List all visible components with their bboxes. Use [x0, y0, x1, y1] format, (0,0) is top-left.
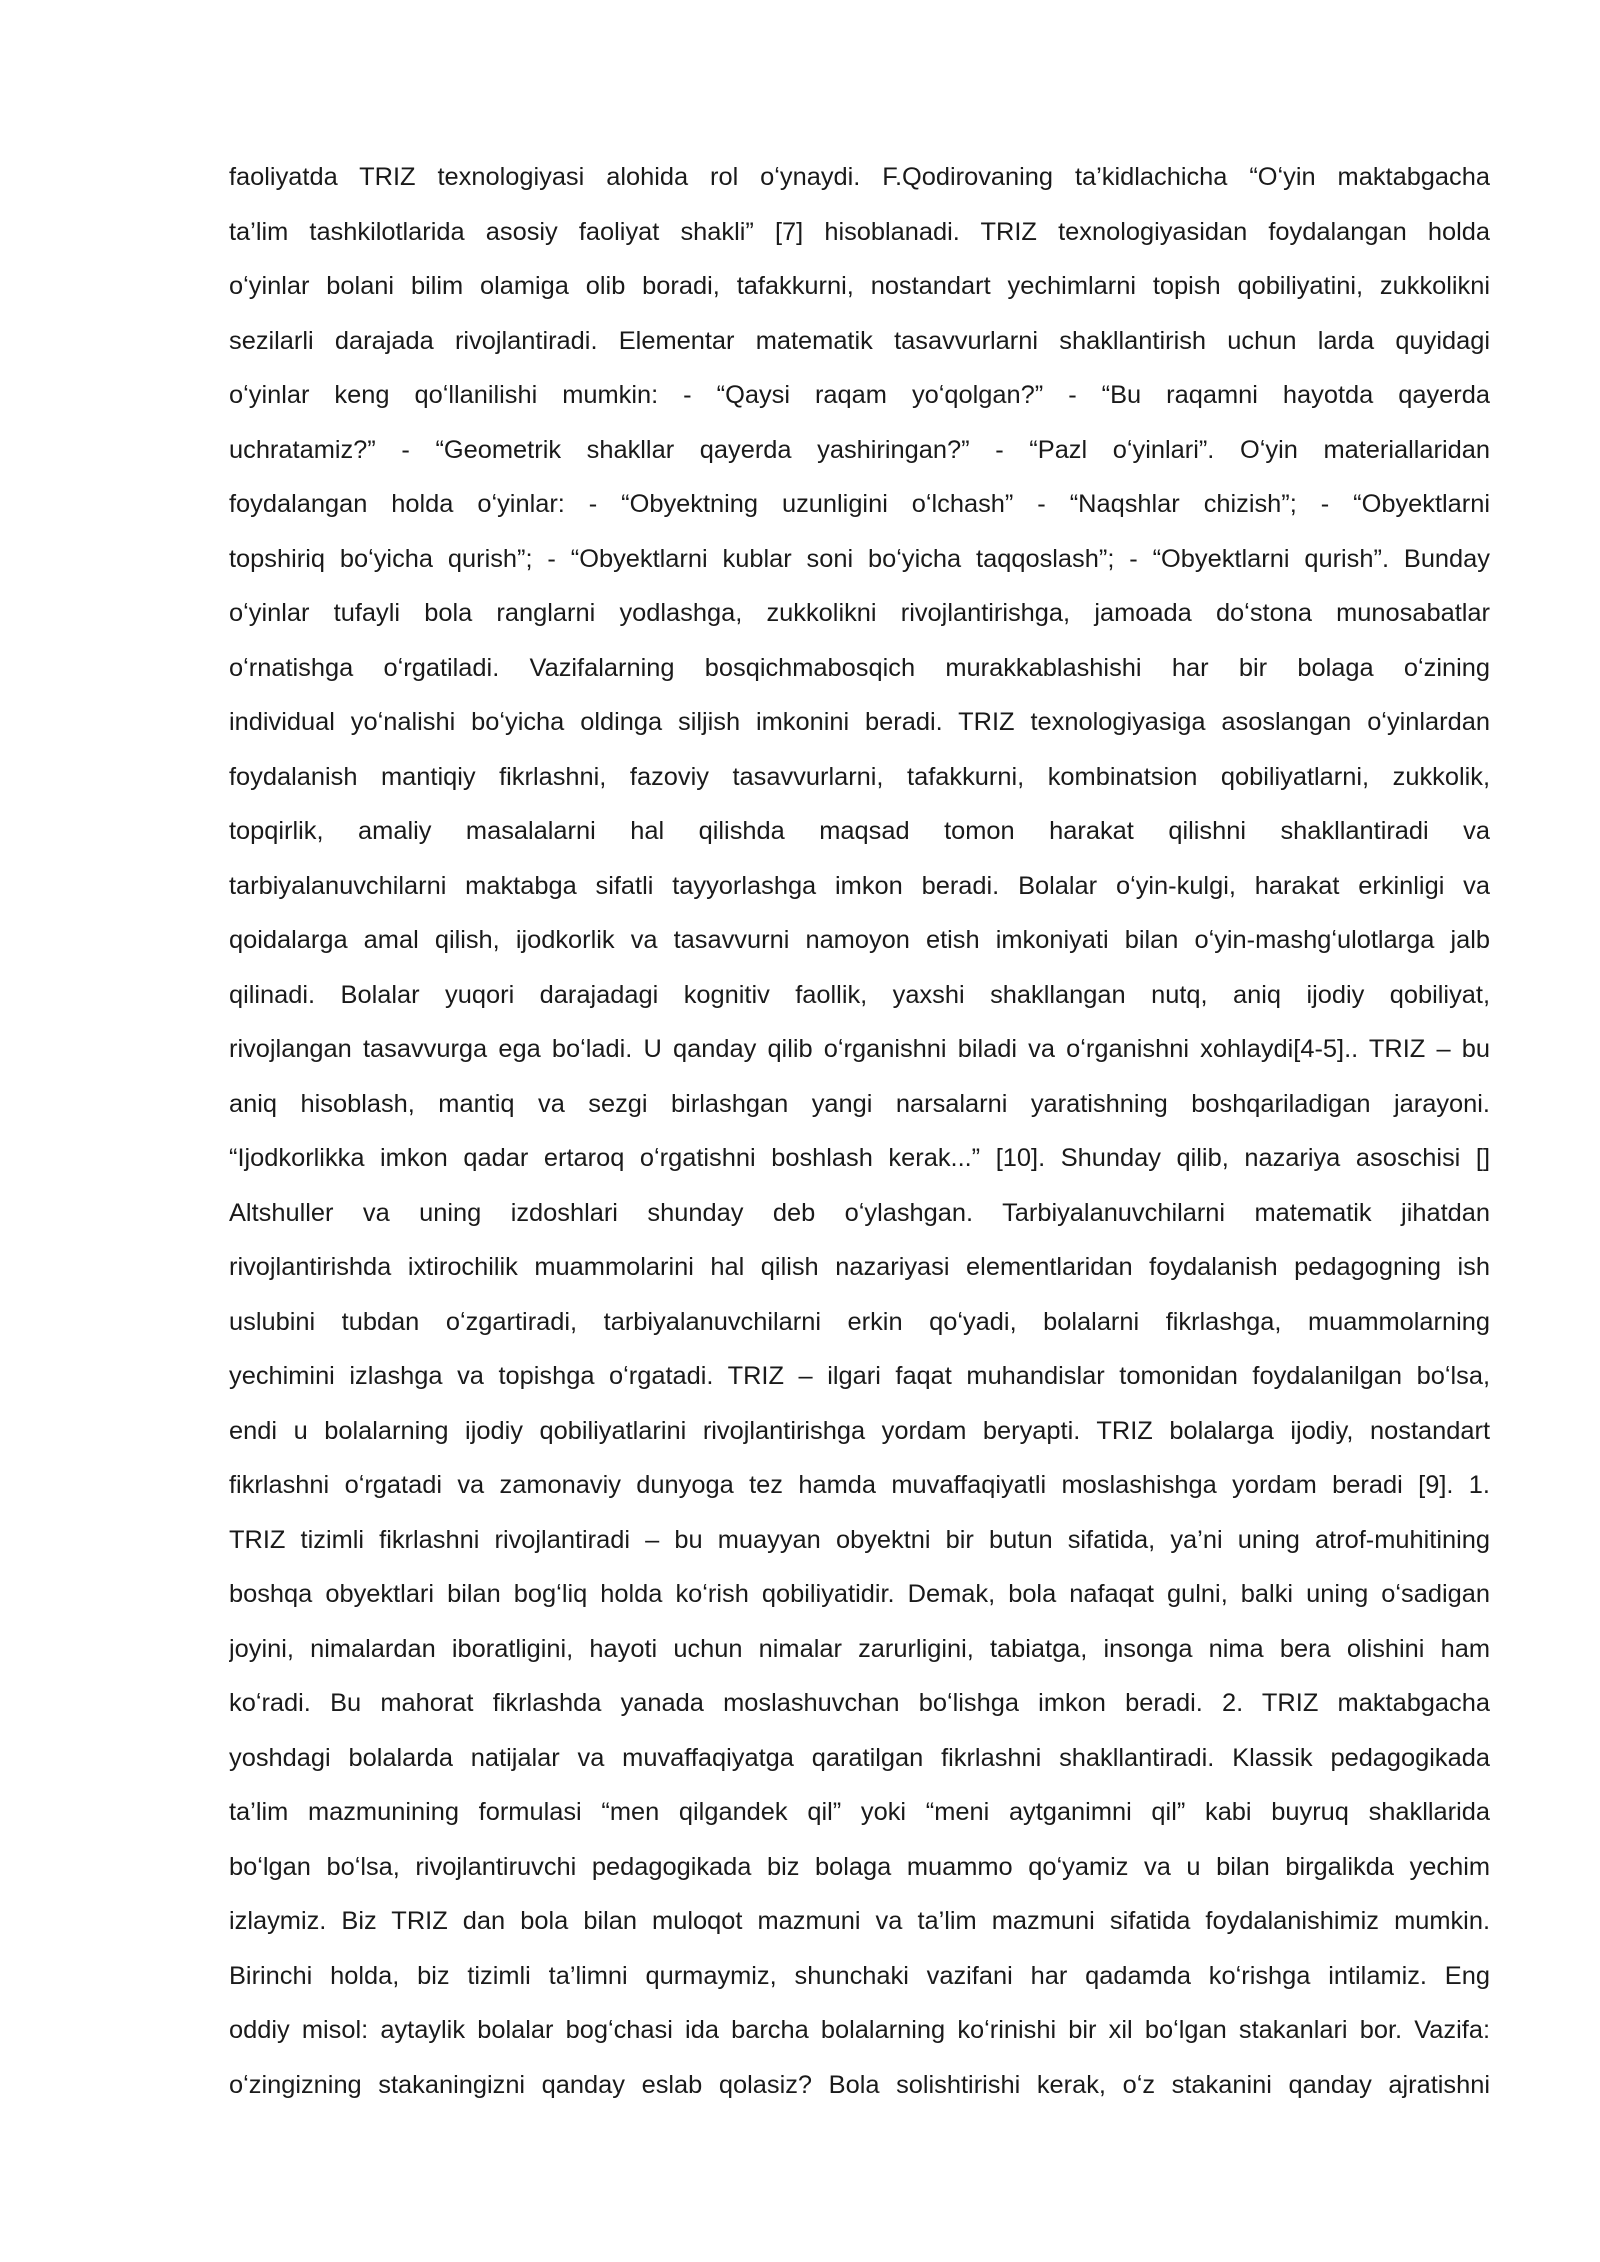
text-line: ta’lim mazmunining formulasi “men qilgandek qil” yoki “meni aytganimni qil” kabi buyruq shakllarida	[229, 1798, 1490, 1826]
text-line: uslubini tubdan oʻzgartiradi, tarbiyalanuvchilarni erkin qoʻyadi, bolalarni fikrlashga, muammolarning	[229, 1307, 1490, 1336]
text-line: TRIZ tizimli fikrlashni rivojlantiradi – bu muayyan obyektni bir butun sifatida, ya’ni uning atrof-muhitining	[229, 1525, 1490, 1554]
text-line: ta’lim tashkilotlarida asosiy faoliyat shakli” [7] hisoblanadi. TRIZ texnologiyasidan foydalangan holda	[229, 217, 1490, 246]
text-line: izlaymiz. Biz TRIZ dan bola bilan muloqot mazmuni va ta’lim mazmuni sifatida foydalanishimiz mumkin.	[229, 1907, 1490, 1935]
text-line: boshqa obyektlari bilan bogʻliq holda koʻrish qobiliyatidir. Demak, bola nafaqat gulni, balki uning oʻsadigan	[229, 1580, 1490, 1608]
text-line: oʻyinlar keng qoʻllanilishi mumkin: - “Qaysi raqam yoʻqolgan?” - “Bu raqamni hayotda qayerda	[229, 381, 1490, 409]
text-line: qilinadi. Bolalar yuqori darajadagi kognitiv faollik, yaxshi shakllangan nutq, aniq ijodiy qobiliyat,	[229, 980, 1490, 1009]
text-line: rivojlangan tasavvurga ega boʻladi. U qanday qilib oʻrganishni biladi va oʻrganishni xohlaydi[4-5].. TRIZ – bu	[229, 1035, 1490, 1063]
text-line: yoshdagi bolalarda natijalar va muvaffaqiyatga qaratilgan fikrlashni shakllantiradi. Klassik pedagogikada	[229, 1743, 1490, 1772]
text-line: rivojlantirishda ixtirochilik muammolarini hal qilish nazariyasi elementlaridan foydalanish pedagogning ish	[229, 1253, 1490, 1281]
text-line: fikrlashni oʻrgatadi va zamonaviy dunyoga tez hamda muvaffaqiyatli moslashishga yordam beradi [9]. 1.	[229, 1471, 1490, 1499]
text-line: topqirlik, amaliy masalalarni hal qilishda maqsad tomon harakat qilishni shakllantiradi va	[229, 817, 1490, 845]
text-line: oʻyinlar tufayli bola ranglarni yodlashga, zukkolikni rivojlantirishga, jamoada doʻstona munosabatlar	[229, 599, 1490, 627]
text-line: “Ijodkorlikka imkon qadar ertaroq oʻrgatishni boshlash kerak...” [10]. Shunday qilib, nazariya asoschisi []	[229, 1144, 1490, 1172]
text-line: oddiy misol: aytaylik bolalar bogʻchasi ida barcha bolalarning koʻrinishi bir xil boʻlgan stakanlari bor. Vazifa:	[229, 2016, 1490, 2044]
text-line: foydalanish mantiqiy fikrlashni, fazoviy tasavvurlarni, tafakkurni, kombinatsion qobiliyatlarni, zukkolik,	[229, 762, 1490, 791]
text-line: oʻyinlar bolani bilim olamiga olib boradi, tafakkurni, nostandart yechimlarni topish qobiliyatini, zukkolikni	[229, 272, 1490, 300]
text-line: oʻrnatishga oʻrgatiladi. Vazifalarning bosqichmabosqich murakkablashishi har bir bolaga oʻzining	[229, 653, 1490, 682]
text-line: topshiriq boʻyicha qurish”; - “Obyektlarni kublar soni boʻyicha taqqoslash”; - “Obyektlarni qurish”. Bunday	[229, 544, 1490, 573]
text-line: joyini, nimalardan iboratligini, hayoti uchun nimalar zarurligini, tabiatga, insonga nima bera olishini ham	[229, 1634, 1490, 1663]
text-line: aniq hisoblash, mantiq va sezgi birlashgan yangi narsalarni yaratishning boshqariladigan jarayoni.	[229, 1089, 1490, 1118]
text-line: tarbiyalanuvchilarni maktabga sifatli tayyorlashga imkon beradi. Bolalar oʻyin-kulgi, harakat erkinligi va	[229, 871, 1490, 900]
text-line: foydalangan holda oʻyinlar: - “Obyektning uzunligini oʻlchash” - “Naqshlar chizish”; - “Obyektlarni	[229, 490, 1490, 518]
text-line: oʻzingizning stakaningizni qanday eslab qolasiz? Bola solishtirishi kerak, oʻz stakanini qanday ajratishni	[229, 2070, 1490, 2099]
text-line: faoliyatda TRIZ texnologiyasi alohida rol oʻynaydi. F.Qodirovaning ta’kidlachicha “Oʻyin maktabgacha	[229, 163, 1490, 191]
text-line: qoidalarga amal qilish, ijodkorlik va tasavvurni namoyon etish imkoniyati bilan oʻyin-mashgʻulotlarga jalb	[229, 926, 1490, 954]
text-line: boʻlgan boʻlsa, rivojlantiruvchi pedagogikada biz bolaga muammo qoʻyamiz va u bilan birgalikda yechim	[229, 1852, 1490, 1881]
text-line: yechimini izlashga va topishga oʻrgatadi. TRIZ – ilgari faqat muhandislar tomonidan foydalanilgan boʻlsa,	[229, 1362, 1490, 1390]
text-line: endi u bolalarning ijodiy qobiliyatlarini rivojlantirishga yordam beryapti. TRIZ bolalarga ijodiy, nostandart	[229, 1416, 1490, 1445]
text-line: koʻradi. Bu mahorat fikrlashda yanada moslashuvchan boʻlishga imkon beradi. 2. TRIZ maktabgacha	[229, 1689, 1490, 1717]
text-line: Birinchi holda, biz tizimli ta’limni qurmaymiz, shunchaki vazifani har qadamda koʻrishga intilamiz. Eng	[229, 1961, 1490, 1990]
text-line: Altshuller va uning izdoshlari shunday deb oʻylashgan. Tarbiyalanuvchilarni matematik jihatdan	[229, 1198, 1490, 1227]
body-text	[229, 150, 1490, 2112]
text-line: sezilarli darajada rivojlantiradi. Elementar matematik tasavvurlarni shakllantirish uchun larda quyidagi	[229, 326, 1490, 355]
text-line: individual yoʻnalishi boʻyicha oldinga siljish imkonini beradi. TRIZ texnologiyasiga asoslangan oʻyinlardan	[229, 708, 1490, 736]
text-line: uchratamiz?” - “Geometrik shakllar qayerda yashiringan?” - “Pazl oʻyinlari”. Oʻyin materiallaridan	[229, 435, 1490, 464]
